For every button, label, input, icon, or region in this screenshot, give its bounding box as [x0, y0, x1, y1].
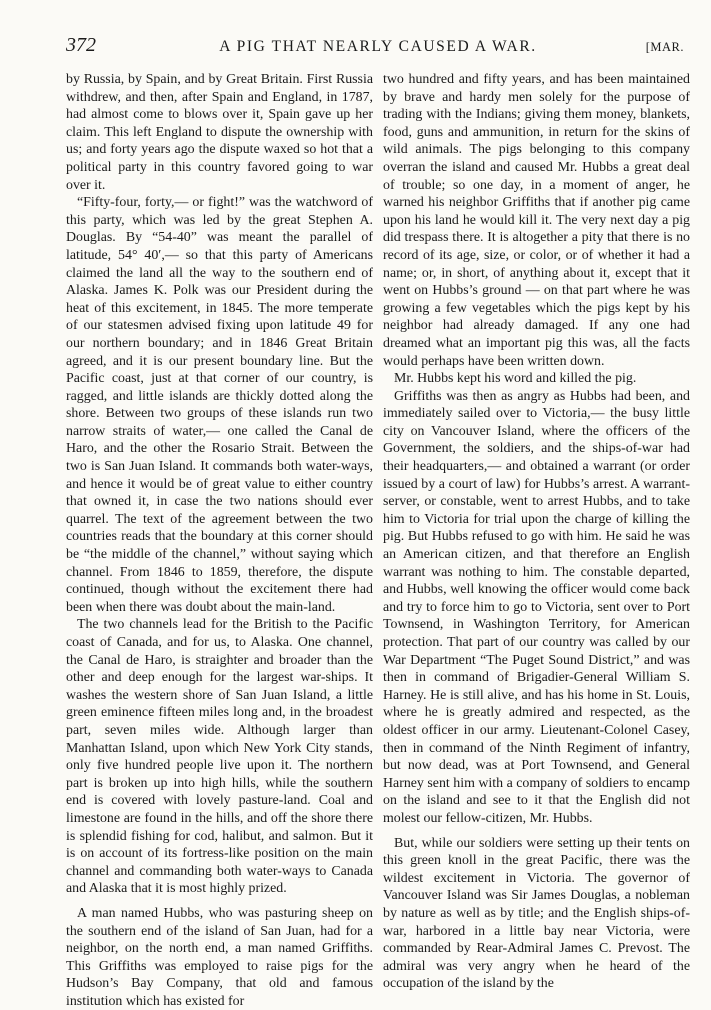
paragraph: But, while our soldiers were setting up their tents on this green knoll in the great Pacific, there was the wildest excitement in Victoria. The governor of Vancouver Island was Sir James Douglas, a nobleman by nature as well as by title; and the English ships-of-war, harbored in a little bay near Victoria, were commanded by Rear-Admiral James C. Prevost. The admiral was very angry when he heard of the occupation of the island by the — [383, 835, 690, 992]
paragraph: “Fifty-four, forty,— or fight!” was the watchword of this party, which was led by the great Stephen A. Douglas. By “54-40” was meant the parallel of latitude, 54° 40′,— so that this party of Americans claimed the land all the way to the southern end of Alaska. James K. Polk was our President during the heat of this excitement, in 1845. The more temperate of our statesmen advised fixing upon latitude 49 for our northern boundary; and in 1846 Great Britain agreed, and it is our present boundary line. But the Pacific coast, just at that corner of our country, is ragged, and little islands are thickly dotted along the shore. Between two groups of these islands run two narrow straits of water,— one called the Canal de Haro, and the other the Rosario Strait. Between the two is San Juan Island. It commands both water-ways, and hence it would be of great value to either country that owned it, in case the two nations should ever quarrel. The text of the agreement between the two countries reads that the boundary at this corner should be “the middle of the channel,” without saying which channel. From 1846 to 1859, therefore, the dispute continued, though without the excitement there had been when there was doubt about the main-land. — [66, 195, 373, 615]
paragraph: A man named Hubbs, who was pasturing sheep on the southern end of the island of San Juan, had for a neighbor, on the north end, a man named Griffiths. This Griffiths was employed to raise pigs for the Hudson’s Bay Company, that old and famous institution which has existed for — [66, 905, 373, 1009]
paragraph: Griffiths was then as angry as Hubbs had been, and immediately sailed over to Victoria,— the busy little city on Vancouver Island, where the officers of the Government, the soldiers, and the ships-of-war had their headquarters,— and obtained a warrant (or order issued by a court of law) for Hubbs’s arrest. A warrant-server, or constable, went to arrest Hubbs, and to take him to Victoria for trial upon the charge of killing the pig. But Hubbs refused to go with him. He said he was an American citizen, and that therefore an English warrant was nothing to him. The constable departed, and Hubbs, well knowing the officer would come back and try to force him to go to Victoria, sent over to Port Townsend, in Washington Territory, for American protection. That part of our country was called by our War Department “The Puget Sound District,” and was then in command of Brigadier-General William S. Harney. He is still alive, and has his home in St. Louis, where he is greatly admired and respected, as the oldest officer in our army. Lieutenant-Colonel Casey, then in command of the Ninth Regiment of infantry, but now dead, was at Port Townsend, and General Harney sent him with a company of soldiers to encamp on the island and see to it that the English did not molest our fellow-citizen, Mr. Hubbs. — [383, 388, 690, 826]
page-header — [66, 30, 690, 60]
page-number: 372 — [66, 34, 96, 56]
left-column — [66, 71, 373, 1010]
month-mark: [MAR. — [645, 40, 684, 54]
paragraph: Mr. Hubbs kept his word and killed the pig. — [394, 371, 637, 387]
paragraph: The two channels lead for the British to the Pacific coast of Canada, and for us, to Alaska. One channel, the Canal de Haro, is straighter and broader than the other and deep enough for the largest war-ships. It washes the western shore of San Juan Island, a little green eminence fifteen miles long and, in the broadest part, seven miles wide. Although larger than Manhattan Island, upon which New York City stands, only five hundred people live upon it. The northern part is broken up into high hills, while the southern end is covered with lovely pasture-land. Coal and limestone are found in the hills, and off the shore there is splendid fishing for cod, halibut, and salmon. But it is on account of its fortress-like position on the main channel and commanding both water-ways to Canada and Alaska that it is most highly prized. — [66, 617, 373, 897]
paragraph: by Russia, by Spain, and by Great Britain. First Russia withdrew, and then, after Spain and England, in 1787, had almost come to blows over it, Spain gave up her claim. This left England to dispute the ownership with us; and forty years ago the dispute waxed so hot that a political party in this country favored going to war over it. — [66, 72, 373, 193]
right-column — [383, 71, 690, 993]
paragraph: two hundred and fifty years, and has been maintained by brave and hardy men solely for the purpose of trading with the Indians; giving them money, blankets, food, guns and ammunition, in return for the skins of wild animals. The pigs belonging to this company overran the island and caused Mr. Hubbs a great deal of trouble; so one day, in a moment of anger, he warned his neighbor Griffiths that if another pig came upon his land he would kill it. The very next day a pig did trespass there. It is altogether a pity that there is no record of its age, size, or color, or of whether it had a name; or, in short, of anything about it, except that it went on Hubbs’s ground — on that part where he was growing a few vegetables which the pigs kept by his neighbor had already damaged. If any one had dreamed what an important pig this was, all the facts would perhaps have been written down. — [383, 72, 690, 369]
running-title: A PIG THAT NEARLY CAUSED A WAR. — [219, 38, 537, 55]
